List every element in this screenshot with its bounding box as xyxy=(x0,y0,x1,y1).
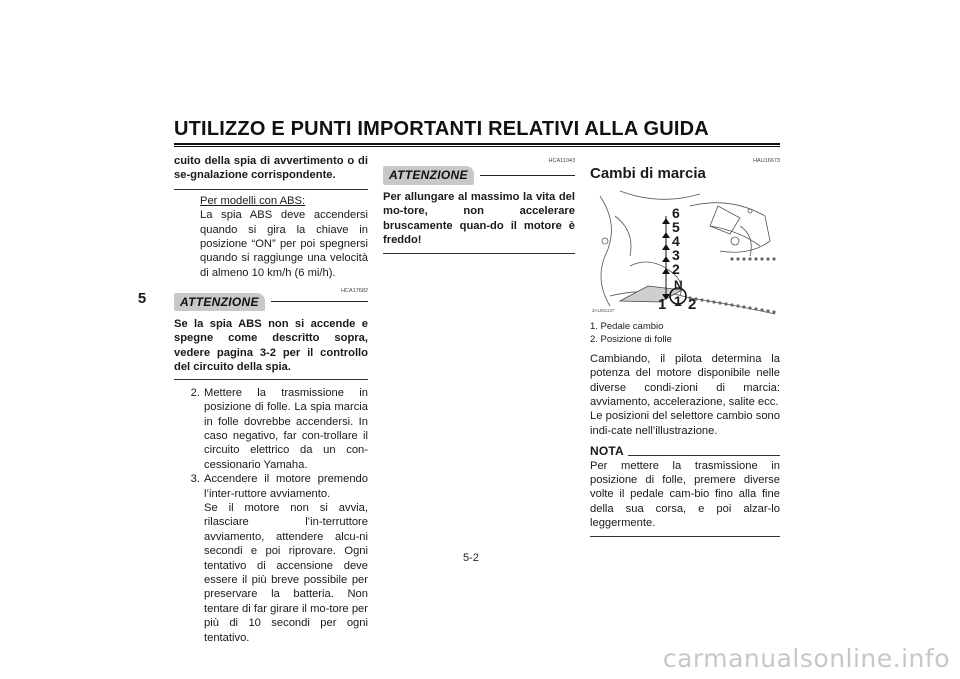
attention-code: HCA11043 xyxy=(548,158,575,164)
note-line xyxy=(628,455,780,456)
abs-heading: Per modelli con ABS: xyxy=(200,194,306,207)
attention-end-rule xyxy=(174,379,368,380)
gear-shift-illustration xyxy=(590,186,780,316)
step-text: Accendere il motore premendo l’inter-ruttore avviamento. xyxy=(204,473,368,500)
list-item xyxy=(174,386,368,472)
legend-item: 1. Pedale cambio xyxy=(590,320,664,332)
chapter-tab: 5 xyxy=(124,275,160,323)
watermark: carmanualsonline.info xyxy=(662,644,950,673)
attention-code: HCA17682 xyxy=(341,288,368,295)
note-label: NOTA xyxy=(590,444,624,459)
note-end-rule xyxy=(590,536,780,537)
figure-legend xyxy=(590,320,780,346)
body-paragraph-2: Le posizioni del selettore cambio sono indi-cate nell’illustrazione. xyxy=(590,410,780,437)
attention-text: Se la spia ABS non si accende e spegne come descritto sopra, vedere pagina 3-2 per il controllo del circuito della spia. xyxy=(174,318,368,374)
legend-item: 2. Posizione di folle xyxy=(590,333,672,345)
gear-label-2: 2 xyxy=(672,260,680,277)
page-header-title: UTILIZZO E PUNTI IMPORTANTI RELATIVI ALLA GUIDA xyxy=(174,118,709,140)
intro-rule xyxy=(174,189,368,190)
list-item xyxy=(174,501,368,645)
header-rule xyxy=(174,143,780,145)
attention-label: ATTENZIONE xyxy=(174,293,265,311)
abs-text: La spia ABS deve accendersi quando si gira la chiave in posizione “ON” per poi spegnersi quando si raggiunge una velocità di almeno 10 km/h (6 mi/h). xyxy=(200,209,368,279)
gear-label-3: 3 xyxy=(672,246,680,263)
attention-label: ATTENZIONE xyxy=(383,166,474,184)
step-number: 3. xyxy=(190,473,200,486)
note-text: Per mettere la trasmissione in posizione di folle, premere diverse volte il pedale cam-bio fino alla fine della sua corsa, e poi alzar-lo leggermente. xyxy=(590,459,780,530)
gear-label-4: 4 xyxy=(672,232,680,249)
step-text: Mettere la trasmissione in posizione di folle. La spia marcia in folle dovrebbe accendersi. In caso negativo, far con-trollare il circuito elettrico da un con-cessionario Yamaha. xyxy=(204,386,368,471)
section-code: HAU16673 xyxy=(753,158,780,164)
column-middle xyxy=(383,154,575,254)
page-number: 5-2 xyxy=(463,552,479,564)
list-item xyxy=(174,472,368,501)
callout-1: 1 xyxy=(658,295,667,313)
attention-header xyxy=(174,293,368,311)
attention-header xyxy=(383,166,575,184)
attention-line xyxy=(480,175,575,176)
body-paragraph-1: Cambiando, il pilota determina la potenza del motore disponibile nelle diverse condi-zioni di marcia: avviamento, accelerazione, salite ecc. xyxy=(590,352,780,409)
gear-shift-figure xyxy=(590,186,780,316)
section-title: Cambi di marcia xyxy=(590,165,706,183)
attention-text: Per allungare al massimo la vita del mo-tore, non accelerare bruscamente quan-do il motore è freddo! xyxy=(383,190,575,247)
gear-label-6: 6 xyxy=(672,204,680,221)
note-header xyxy=(590,444,780,458)
figure-code: ZAUM1137 xyxy=(592,307,615,313)
gear-label-neutral: N xyxy=(674,277,683,292)
column-left xyxy=(174,154,368,645)
intro-bold-text: cuito della spia di avvertimento o di se-gnalazione corrispondente. xyxy=(174,155,368,182)
gear-label-5: 5 xyxy=(672,218,680,235)
step-extra-text: Se il motore non si avvia, rilasciare l’in-terruttore avviamento, attendere alcu-ni secondi e poi riprovare. Ogni tentativo di accensione deve essere il più breve possibile per preservare la batteria. Non tentare di far girare il mo-tore per più di 10 secondi per ogni tentativo. xyxy=(204,501,368,644)
steps-list xyxy=(174,386,368,645)
attention-end-rule xyxy=(383,253,575,254)
attention-line xyxy=(271,301,368,302)
header-rule-thin xyxy=(174,146,780,147)
gear-label-1: 1 xyxy=(674,292,682,309)
abs-block xyxy=(200,194,368,280)
column-right xyxy=(590,154,780,537)
step-number: 2. xyxy=(190,386,200,399)
callout-2: 2 xyxy=(688,295,697,313)
